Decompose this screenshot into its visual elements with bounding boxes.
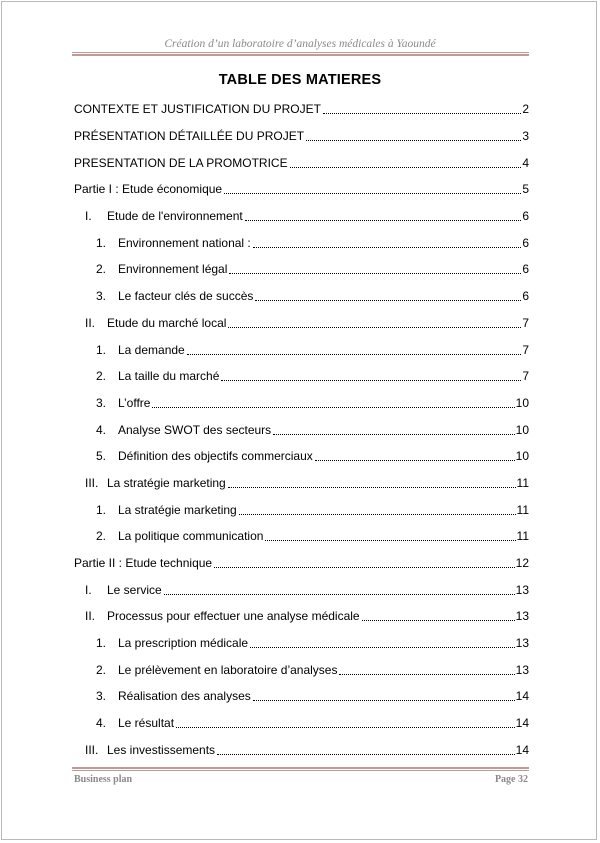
toc-heading: TABLE DES MATIERES xyxy=(218,72,382,88)
toc-entry-number: 5. xyxy=(96,449,107,464)
toc-entry-page: 3 xyxy=(522,129,529,144)
toc-entry[interactable] xyxy=(74,550,529,577)
toc-entry-title: Etude de l'environnement xyxy=(107,209,243,224)
toc-entry[interactable] xyxy=(74,710,529,737)
toc-entry-number: 2. xyxy=(96,529,107,544)
toc-entry-title: Le service xyxy=(107,582,162,597)
toc-entry[interactable] xyxy=(74,523,529,550)
toc-entry[interactable] xyxy=(74,630,529,657)
toc-dot-leader xyxy=(253,699,515,701)
toc-entry[interactable] xyxy=(74,683,529,710)
toc-entry-page: 7 xyxy=(522,369,529,384)
toc-entry[interactable] xyxy=(74,470,529,497)
toc-entry[interactable] xyxy=(74,603,529,630)
toc-entry[interactable] xyxy=(74,283,529,310)
toc-dot-leader xyxy=(315,459,515,461)
toc-entry-page: 13 xyxy=(515,609,529,624)
toc-dot-leader xyxy=(245,219,522,221)
toc-entry-page: 4 xyxy=(522,155,529,170)
toc-entry[interactable] xyxy=(74,390,529,417)
toc-entry-title: Analyse SWOT des secteurs xyxy=(118,422,272,437)
toc-entry-title: PRESENTATION DE LA PROMOTRICE xyxy=(74,155,288,170)
toc-entry[interactable] xyxy=(74,229,529,256)
toc-entry-page: 2 xyxy=(522,102,529,117)
toc-entry[interactable] xyxy=(74,443,529,470)
footer-document-name: Business plan xyxy=(74,774,133,785)
toc-dot-leader xyxy=(239,513,516,515)
footer-page-number: Page 32 xyxy=(494,774,528,785)
toc-entry-page: 13 xyxy=(515,582,529,597)
toc-entry-title: Le résultat xyxy=(118,716,175,731)
toc-dot-leader xyxy=(176,726,515,728)
toc-entry-number: II. xyxy=(85,609,96,624)
toc-entry-number: 2. xyxy=(96,369,107,384)
toc-entry[interactable] xyxy=(74,96,529,123)
toc-dot-leader xyxy=(323,112,521,114)
header-rule-top xyxy=(72,52,529,53)
toc-dot-leader xyxy=(187,353,522,355)
toc-entry-number: 2. xyxy=(96,662,107,677)
toc-entry-title: La stratégie marketing xyxy=(118,502,237,517)
toc-entry-page: 6 xyxy=(522,235,529,250)
toc-entry[interactable] xyxy=(74,656,529,683)
toc-entry-title: La stratégie marketing xyxy=(107,475,226,490)
toc-dot-leader xyxy=(265,539,515,541)
toc-entry[interactable] xyxy=(74,123,529,150)
toc-entry-number: I. xyxy=(85,582,92,597)
toc-dot-leader xyxy=(164,593,515,595)
toc-entry-title: La politique communication xyxy=(118,529,264,544)
toc-entry-page: 14 xyxy=(515,742,529,757)
toc-entry-number: 3. xyxy=(96,689,107,704)
toc-entry-page: 6 xyxy=(522,289,529,304)
toc-entry[interactable] xyxy=(74,203,529,230)
toc-entry-title: Etude du marché local xyxy=(107,315,227,330)
toc-entry[interactable] xyxy=(74,336,529,363)
toc-entry-title: Partie II : Etude technique xyxy=(74,556,213,571)
toc-entry[interactable] xyxy=(74,576,529,603)
toc-dot-leader xyxy=(152,406,514,408)
toc-entry-title: Réalisation des analyses xyxy=(118,689,251,704)
toc-entry[interactable] xyxy=(74,737,529,764)
toc-entry-number: III. xyxy=(85,742,99,757)
toc-dot-leader xyxy=(217,753,515,755)
toc-dot-leader xyxy=(250,646,515,648)
toc-entry-title: Environnement national : xyxy=(118,235,251,250)
toc-entry-page: 7 xyxy=(522,315,529,330)
toc-entry-title: La taille du marché xyxy=(118,369,220,384)
toc-entry-title: La demande xyxy=(118,342,185,357)
toc-entry-title: Le facteur clés de succès xyxy=(118,289,254,304)
toc-entry-number: 3. xyxy=(96,395,107,410)
toc-entry-number: 4. xyxy=(96,716,107,731)
toc-entry-number: 1. xyxy=(96,235,107,250)
toc-dot-leader xyxy=(228,486,516,488)
toc-dot-leader xyxy=(290,166,522,168)
toc-entry-number: 1. xyxy=(96,502,107,517)
footer-rule-top xyxy=(72,767,529,769)
toc-dot-leader xyxy=(273,433,514,435)
toc-dot-leader xyxy=(221,379,521,381)
toc-entry-title: L’offre xyxy=(118,395,151,410)
toc-entry-title: PRÉSENTATION DÉTAILLÉE DU PROJET xyxy=(74,129,305,144)
toc-entry-number: 1. xyxy=(96,636,107,651)
toc-entry-page: 6 xyxy=(522,262,529,277)
running-header: Création d’un laboratoire d’analyses médicales à Yaoundé xyxy=(164,38,436,50)
toc-entry-number: 1. xyxy=(96,342,107,357)
toc-entry-page: 12 xyxy=(515,556,529,571)
header-rule-bottom xyxy=(72,54,529,56)
toc-entry-title: Environnement légal xyxy=(118,262,228,277)
toc-dot-leader xyxy=(339,673,514,675)
toc-dot-leader xyxy=(362,619,515,621)
toc-entry-page: 10 xyxy=(515,395,529,410)
toc-entry[interactable] xyxy=(74,149,529,176)
toc-entry-number: 4. xyxy=(96,422,107,437)
toc-entry[interactable] xyxy=(74,416,529,443)
toc-entry-page: 11 xyxy=(516,475,529,490)
toc-entry-page: 14 xyxy=(515,689,529,704)
toc-dot-leader xyxy=(306,139,521,141)
table-of-contents xyxy=(74,96,529,763)
toc-entry-page: 10 xyxy=(515,449,529,464)
toc-entry-title: CONTEXTE ET JUSTIFICATION DU PROJET xyxy=(74,102,321,117)
toc-entry-title: Les investissements xyxy=(107,742,216,757)
toc-entry[interactable] xyxy=(74,256,529,283)
toc-entry-page: 11 xyxy=(516,502,529,517)
toc-entry-title: Processus pour effectuer une analyse médicale xyxy=(107,609,360,624)
toc-entry-title: La prescription médicale xyxy=(118,636,249,651)
toc-entry-number: 2. xyxy=(96,262,107,277)
toc-entry-page: 6 xyxy=(522,209,529,224)
toc-entry[interactable] xyxy=(74,363,529,390)
toc-dot-leader xyxy=(214,566,515,568)
toc-entry-page: 5 xyxy=(522,182,529,197)
toc-dot-leader xyxy=(229,272,521,274)
toc-entry-title: Le prélèvement en laboratoire d’analyses xyxy=(118,662,338,677)
toc-entry[interactable] xyxy=(74,496,529,523)
toc-entry-page: 7 xyxy=(522,342,529,357)
toc-entry-page: 11 xyxy=(516,529,529,544)
toc-entry-number: I. xyxy=(85,209,92,224)
toc-entry[interactable] xyxy=(74,310,529,337)
toc-entry-title: Définition des objectifs commerciaux xyxy=(118,449,313,464)
toc-entry-page: 14 xyxy=(515,716,529,731)
toc-entry-number: III. xyxy=(85,475,99,490)
toc-entry[interactable] xyxy=(74,176,529,203)
toc-entry-title: Partie I : Etude économique xyxy=(74,182,223,197)
toc-entry-number: 3. xyxy=(96,289,107,304)
toc-entry-page: 13 xyxy=(515,636,529,651)
toc-dot-leader xyxy=(224,192,521,194)
toc-dot-leader xyxy=(228,326,521,328)
toc-dot-leader xyxy=(253,246,522,248)
footer-rule-bottom xyxy=(72,770,529,771)
toc-entry-page: 10 xyxy=(515,422,529,437)
toc-entry-page: 13 xyxy=(515,662,529,677)
toc-dot-leader xyxy=(255,299,521,301)
toc-entry-number: II. xyxy=(85,315,96,330)
